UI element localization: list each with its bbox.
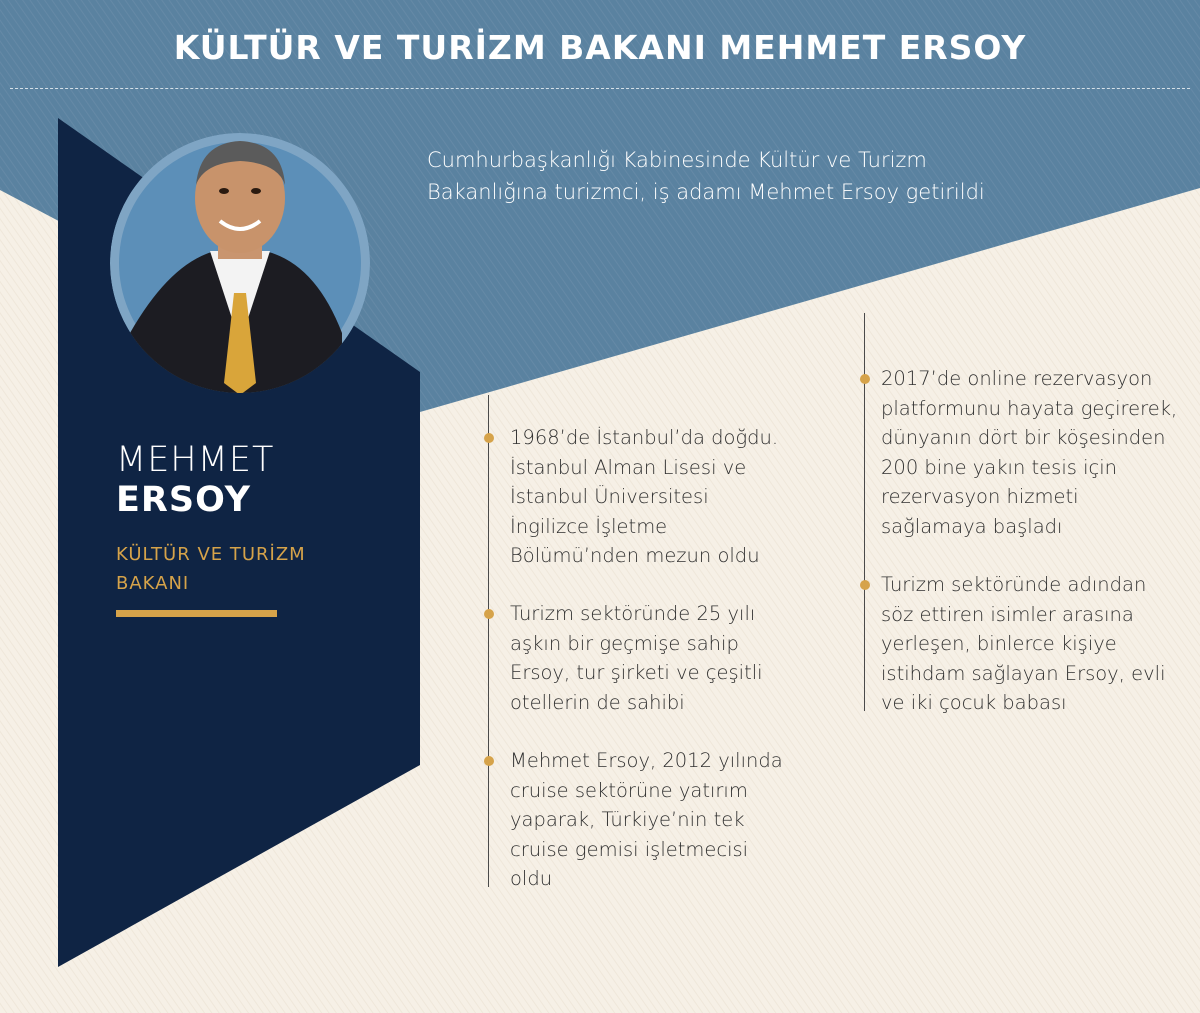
timeline-item-text: 1968’de İstanbul’da doğdu. İstanbul Alman Lisesi ve İstanbul Üniversitesi İngilizce İşletme Bölümü’nden mezun oldu <box>510 426 779 567</box>
role-underline-bar <box>116 610 277 617</box>
timeline-line-left <box>488 395 489 887</box>
bullet-dot <box>484 609 494 619</box>
timeline-item-text: Turizm sektöründe adından söz ettiren isimler arasına yerleşen, binlerce kişiye istihdam sağlayan Ersoy, evli ve iki çocuk babası <box>881 573 1166 714</box>
timeline-line-right <box>864 313 865 711</box>
timeline-item-text: Turizm sektöründe 25 yılı aşkın bir geçmişe sahip Ersoy, tur şirketi ve çeşitli otellerin de sahibi <box>510 602 763 714</box>
bullet-dot <box>860 374 870 384</box>
timeline-item-text: 2017’de online rezervasyon platformunu hayata geçirerek, dünyanın dört bir köşesinden 200 bine yakın tesis için rezervasyon hizmeti sağlamaya başladı <box>881 367 1178 538</box>
intro-text: Cumhurbaşkanlığı Kabinesinde Kültür ve Turizm Bakanlığına turizmci, iş adamı Mehmet Ersoy getirildi <box>427 148 985 204</box>
role-title <box>116 540 346 598</box>
bullet-dot <box>484 433 494 443</box>
page-title: KÜLTÜR VE TURİZM BAKANI MEHMET ERSOY <box>173 28 1027 67</box>
bullet-dot <box>860 580 870 590</box>
role-line-1: KÜLTÜR VE TURİZM <box>116 544 306 565</box>
timeline-item <box>510 599 780 717</box>
first-name: MEHMET <box>116 440 275 480</box>
last-name: ERSOY <box>116 480 251 520</box>
timeline-item <box>510 746 795 894</box>
timeline-item <box>881 364 1181 541</box>
timeline-item <box>510 423 790 571</box>
role-line-2: BAKANI <box>116 573 190 594</box>
portrait-photo <box>110 133 370 393</box>
bullet-dot <box>484 756 494 766</box>
header-divider <box>10 88 1190 89</box>
timeline-item-text: Mehmet Ersoy, 2012 yılında cruise sektörüne yatırım yaparak, Türkiye’nin tek cruise gemisi işletmecisi oldu <box>510 749 783 890</box>
timeline-item <box>881 570 1181 718</box>
